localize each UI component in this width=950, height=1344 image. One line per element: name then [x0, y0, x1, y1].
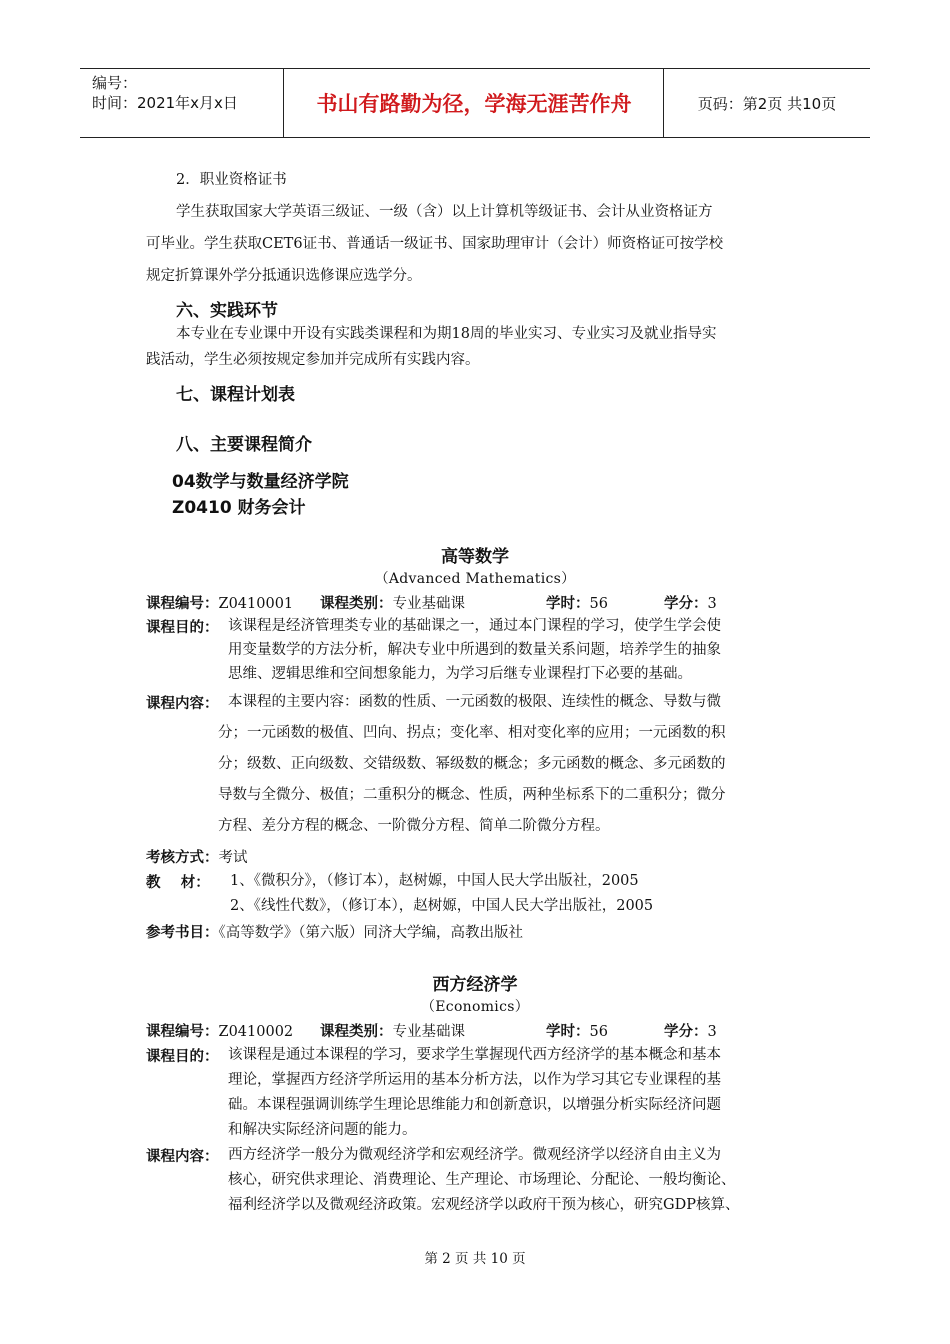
course-title: 西方经济学 — [432, 975, 518, 995]
code-label: 课程编号： — [146, 596, 219, 612]
textbook-item: 2、《线性代数》，（修订本），赵树嫄，中国人民大学出版社，2005 — [230, 898, 654, 914]
course-hours-cell — [546, 1020, 608, 1041]
content-label: 课程内容： — [146, 696, 219, 712]
course-hours: 56 — [589, 1024, 608, 1040]
course-type: 专业基础课 — [392, 1024, 465, 1040]
course-hours-cell — [546, 592, 608, 613]
goal-line: 思维、逻辑思维和空间想象能力，为学习后继专业课程打下必要的基础。 — [228, 666, 692, 682]
exam-value: 考试 — [218, 850, 248, 866]
content-label: 课程内容： — [146, 1149, 219, 1165]
goal-line: 用变量数学的方法分析，解决专业中所遇到的数量关系问题，培养学生的抽象 — [228, 642, 721, 658]
textbook-item: 1、《微积分》，（修订本），赵树嫄，中国人民大学出版社，2005 — [230, 873, 639, 889]
content-line: 分；级数、正向级数、交错级数、幂级数的概念；多元函数的概念、多元函数的 — [218, 756, 726, 772]
cert-line: 可毕业。学生获取CET6证书、普通话一级证书、国家助理审计（会计）师资格证可按学校 — [146, 236, 724, 252]
content-line: 本课程的主要内容：函数的性质、一元函数的极限、连续性的概念、导数与微 — [228, 694, 721, 710]
header-motto: 书山有路勤为径，学海无涯苦作舟 — [316, 92, 632, 116]
code-label: 课程编号： — [146, 1024, 219, 1040]
textbook-label: 教 材： — [146, 875, 210, 891]
page-footer: 第 2 页 共 10 页 — [424, 1251, 526, 1267]
credits-label: 学分： — [664, 1024, 708, 1040]
ref-row — [146, 921, 523, 942]
goal-line: 理论，掌握西方经济学所运用的基本分析方法，以作为学习其它专业课程的基 — [228, 1072, 721, 1088]
exam-row — [146, 846, 248, 867]
practice-line: 践活动，学生必须按规定参加并完成所有实践内容。 — [146, 352, 480, 368]
ref-value: 《高等数学》（第六版）同济大学编，高教出版社 — [218, 925, 523, 941]
goal-label: 课程目的： — [146, 620, 219, 636]
content-line: 西方经济学一般分为微观经济学和宏观经济学。微观经济学以经济自由主义为 — [228, 1147, 721, 1163]
course-type: 专业基础课 — [392, 596, 465, 612]
course-subtitle: （Advanced Mathematics） — [374, 571, 576, 587]
goal-line: 和解决实际经济问题的能力。 — [228, 1122, 417, 1138]
cert-line: 学生获取国家大学英语三级证、一级（含）以上计算机等级证书、会计从业资格证方 — [176, 204, 713, 220]
course-type-cell — [320, 1020, 465, 1041]
course-hours: 56 — [589, 596, 608, 612]
course-subtitle: （Economics） — [420, 999, 529, 1015]
type-label: 课程类别： — [320, 596, 393, 612]
course-credits-cell — [664, 1020, 717, 1041]
content-line: 分；一元函数的极值、凹向、拐点；变化率、相对变化率的应用；一元函数的积 — [218, 725, 726, 741]
goal-line: 础。本课程强调训练学生理论思维能力和创新意识，以增强分析实际经济问题 — [228, 1097, 721, 1113]
course-code: Z0410001 — [218, 596, 294, 612]
goal-label: 课程目的： — [146, 1049, 219, 1065]
header-meta — [92, 73, 238, 113]
goal-line: 该课程是经济管理类专业的基础课之一，通过本门课程的学习，使学生学会使 — [228, 618, 721, 634]
doc-number-label: 编号： — [92, 74, 138, 92]
practice-heading: 六、实践环节 — [176, 301, 278, 321]
hours-label: 学时： — [546, 596, 590, 612]
intro-heading: 八、主要课程简介 — [176, 435, 312, 455]
ref-label: 参考书目： — [146, 925, 219, 941]
course-meta-row — [146, 592, 293, 613]
content-line: 核心，研究供求理论、消费理论、生产理论、市场理论、分配论、一般均衡论、 — [228, 1172, 736, 1188]
course-code: Z0410002 — [218, 1024, 294, 1040]
college-name: 04数学与数量经济学院 — [172, 472, 349, 492]
course-meta-row — [146, 1020, 293, 1041]
course-type-cell — [320, 592, 465, 613]
practice-line: 本专业在专业课中开设有实践类课程和为期18周的毕业实习、专业实习及就业指导实 — [176, 326, 717, 342]
doc-date: 时间：2021年x月x日 — [92, 94, 238, 112]
content-line: 方程、差分方程的概念、一阶微分方程、简单二阶微分方程。 — [218, 818, 610, 834]
goal-line: 该课程是通过本课程的学习，要求学生掌握现代西方经济学的基本概念和基本 — [228, 1047, 721, 1063]
page-header — [80, 68, 870, 138]
plan-heading: 七、课程计划表 — [176, 385, 295, 405]
hours-label: 学时： — [546, 1024, 590, 1040]
course-credits-cell — [664, 592, 717, 613]
type-label: 课程类别： — [320, 1024, 393, 1040]
cert-title: 2．职业资格证书 — [176, 172, 287, 188]
header-page-info: 页码：第2页 共10页 — [697, 94, 837, 113]
course-title: 高等数学 — [441, 547, 509, 567]
content-line: 福利经济学以及微观经济政策。宏观经济学以政府干预为核心，研究GDP核算、 — [228, 1197, 740, 1213]
cert-line: 规定折算课外学分抵通识选修课应选学分。 — [146, 268, 422, 284]
credits-label: 学分： — [664, 596, 708, 612]
content-line: 导数与全微分、极值；二重积分的概念、性质，两种坐标系下的二重积分；微分 — [218, 787, 726, 803]
course-credits: 3 — [707, 1024, 717, 1040]
course-credits: 3 — [707, 596, 717, 612]
exam-label: 考核方式： — [146, 850, 219, 866]
major-name: Z0410 财务会计 — [172, 498, 306, 518]
